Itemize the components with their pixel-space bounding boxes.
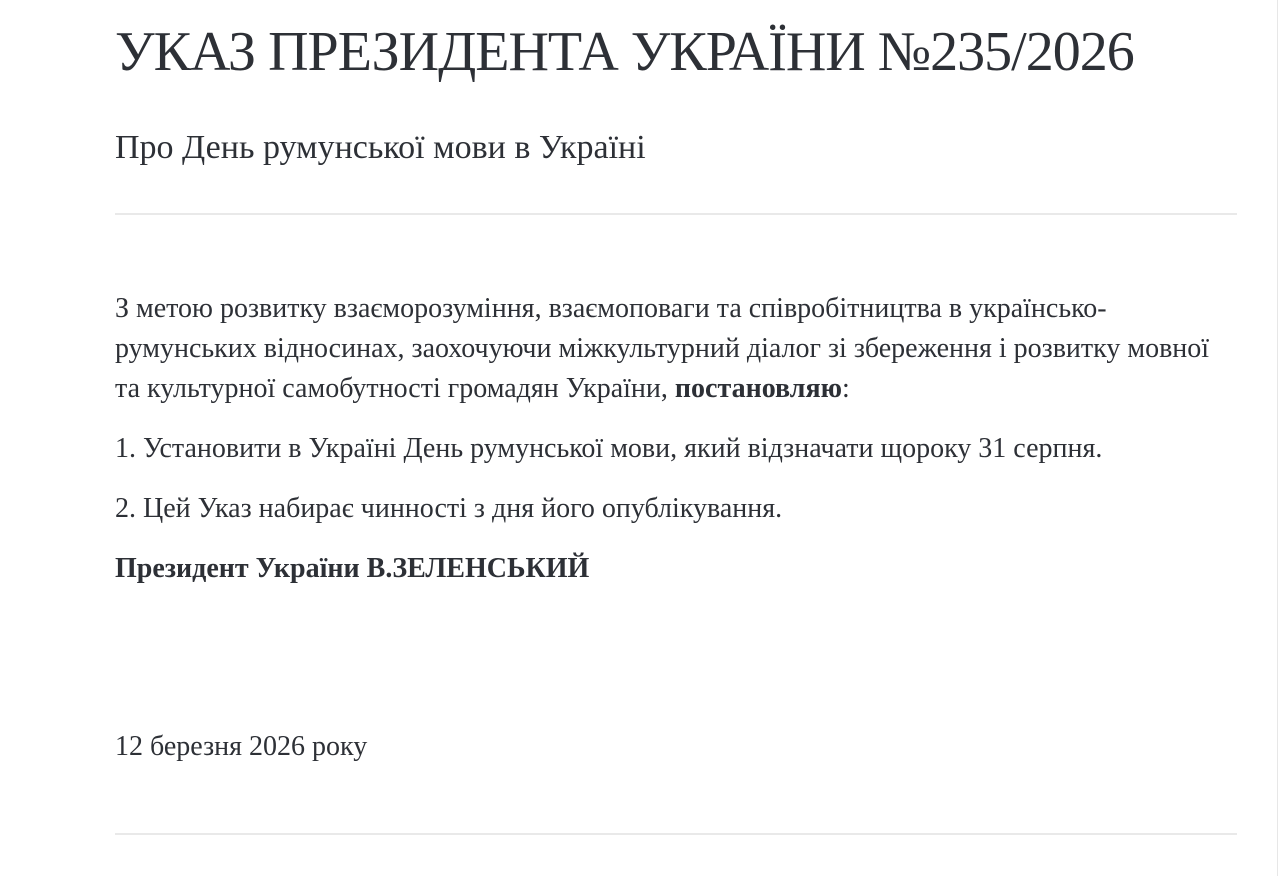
decree-date: 12 березня 2026 року	[115, 730, 368, 762]
decree-preamble	[115, 289, 1215, 409]
president-signature: Президент України В.ЗЕЛЕНСЬКИЙ	[115, 552, 590, 584]
decree-item-2: 2. Цей Указ набирає чинності з дня його опублікування.	[115, 492, 783, 524]
bottom-divider	[115, 833, 1237, 835]
decree-title: УКАЗ ПРЕЗИДЕНТА УКРАЇНИ №235/2026	[115, 21, 1134, 83]
decree-subtitle: Про День румунської мови в Україні	[115, 129, 646, 167]
top-divider	[115, 213, 1237, 215]
preamble-emphasis: постановляю	[674, 372, 843, 404]
decree-item-1: 1. Установити в Україні День румунської мови, який відзначати щороку 31 серпня.	[115, 432, 1103, 464]
preamble-lead: З метою розвитку взаєморозуміння, взаємоповаги та співробітництва в українсько-румунських відносинах, заохочуючи міжкультурний діалог зі збереження і розвитку мовної та культурної самобутності громадян України,	[115, 292, 1210, 404]
decree-body	[115, 289, 1252, 767]
preamble-tail: :	[842, 372, 850, 404]
